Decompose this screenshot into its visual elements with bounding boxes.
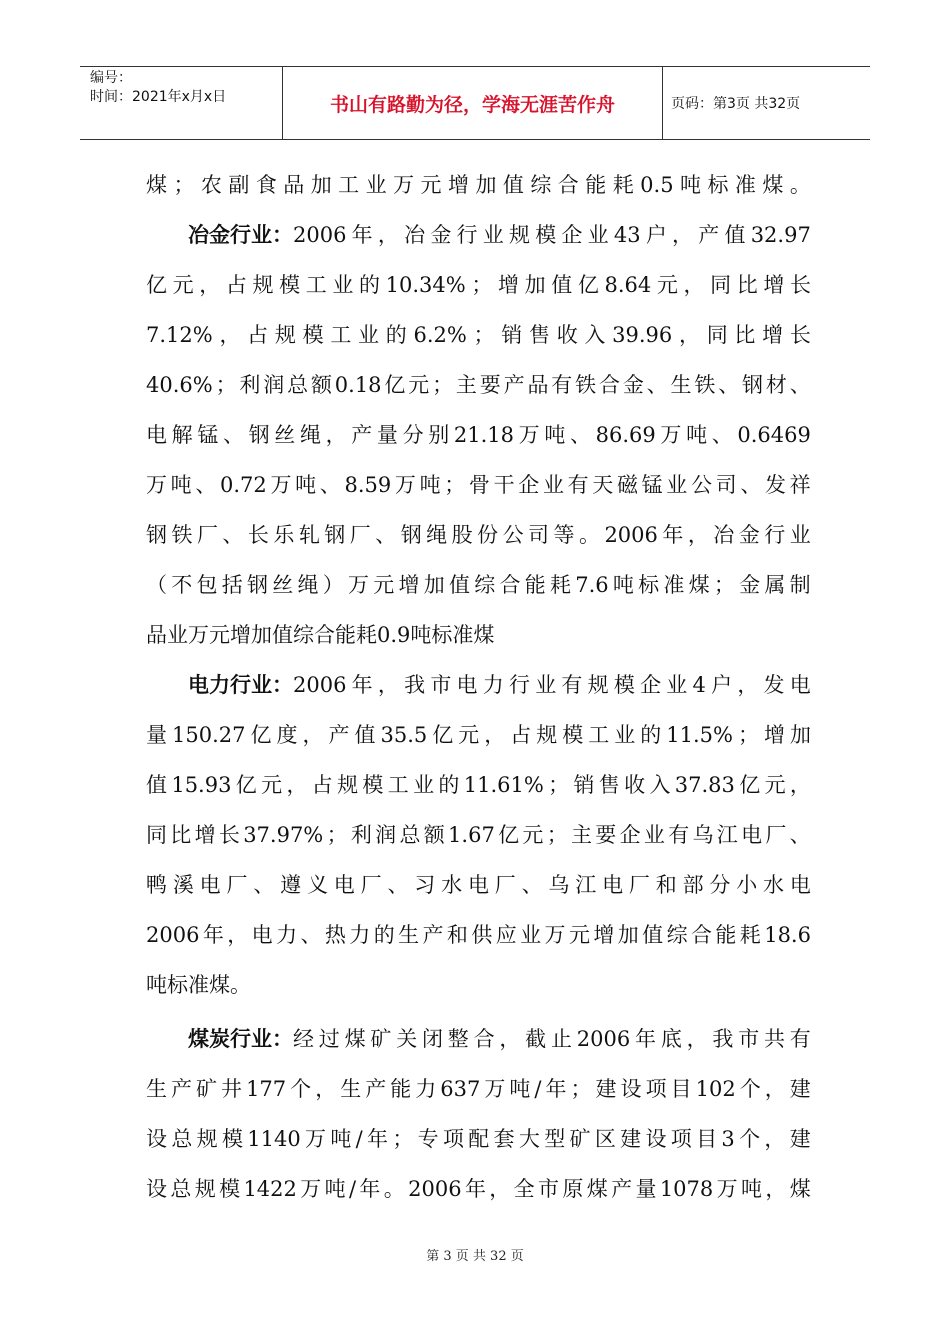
paragraph-line: 同 比 增 长 37.97% ； 利 润 总 额 1.67 亿 元 ； 主 要 企 业 有 乌 江 电 厂 、 xyxy=(146,823,811,847)
paragraph-line: 钢 铁 厂 、 长 乐 轧 钢 厂 、 钢 绳 股 份 公 司 等 。 2006 年 ， 冶 金 行 业 xyxy=(146,523,811,547)
paragraph-line: 值 15.93 亿 元 ， 占 规 模 工 业 的 11.61% ； 销 售 收 入 37.83 亿 元 ， xyxy=(146,773,811,797)
paragraph-line: （ 不 包 括 钢 丝 绳 ） 万 元 增 加 值 综 合 能 耗 7.6 吨 标 准 煤 ； 金 属 制 xyxy=(146,573,811,597)
paragraph-line: 煤 ； 农 副 食 品 加 工 业 万 元 增 加 值 综 合 能 耗 0.5 吨 标 准 煤 。 xyxy=(146,173,811,197)
paragraph-line: 吨标准煤。 xyxy=(146,973,251,997)
header-meta xyxy=(80,67,283,139)
paragraph-line-text: 2006 年 ， 冶 金 行 业 规 模 企 业 43 户 ， 产 值 32.97 xyxy=(293,223,811,247)
page-header xyxy=(80,66,870,140)
paragraph-line-text: 2006 年 ， 我 市 电 力 行 业 有 规 模 企 业 4 户 ， 发 电 xyxy=(293,673,811,697)
section-heading-metallurgy: 冶金行业： xyxy=(188,223,293,247)
paragraph-line: 鸭 溪 电 厂 、 遵 义 电 厂 、 习 水 电 厂 、 乌 江 电 厂 和 部 分 小 水 电 xyxy=(146,873,811,897)
paragraph-line: 40.6% ； 利 润 总 额 0.18 亿 元 ； 主 要 产 品 有 铁 合 金 、 生 铁 、 钢 材 、 xyxy=(146,373,811,397)
document-body xyxy=(146,160,811,1214)
paragraph-line: 品业万元增加值综合能耗0.9吨标准煤 xyxy=(146,623,495,647)
paragraph-line-text: 经 过 煤 矿 关 闭 整 合 ， 截 止 2006 年 底 ， 我 市 共 有 xyxy=(293,1027,811,1051)
paragraph-line-power xyxy=(146,660,811,710)
paragraph-line: 量 150.27 亿 度 ， 产 值 35.5 亿 元 ， 占 规 模 工 业 的 11.5% ； 增 加 xyxy=(146,723,811,747)
paragraph-line: 亿 元 ， 占 规 模 工 业 的 10.34% ； 增 加 值 亿 8.64 元 ， 同 比 增 长 xyxy=(146,273,811,297)
section-heading-coal: 煤炭行业： xyxy=(188,1027,293,1051)
header-motto: 书山有路勤为径，学海无涯苦作舟 xyxy=(283,67,663,139)
page-footer: 第 3 页 共 32 页 xyxy=(426,1249,524,1264)
paragraph-line: 设 总 规 模 1140 万 吨 / 年 ； 专 项 配 套 大 型 矿 区 建 设 项 目 3 个 ， 建 xyxy=(146,1127,811,1151)
paragraph-line-coal xyxy=(146,1014,811,1064)
section-heading-power: 电力行业： xyxy=(188,673,293,697)
header-number-label: 编号： xyxy=(90,70,132,86)
header-page-label: 页码：第3页 共32页 xyxy=(671,96,801,112)
paragraph-line: 7.12% ， 占 规 模 工 业 的 6.2% ； 销 售 收 入 39.96 ， 同 比 增 长 xyxy=(146,323,811,347)
paragraph-line: 生 产 矿 井 177 个 ， 生 产 能 力 637 万 吨 / 年 ； 建 设 项 目 102 个 ， 建 xyxy=(146,1077,811,1101)
paragraph-line: 电 解 锰 、 钢 丝 绳 ， 产 量 分 别 21.18 万 吨 、 86.69 万 吨 、 0.6469 xyxy=(146,423,811,447)
paragraph-line: 设 总 规 模 1422 万 吨 / 年 。 2006 年 ， 全 市 原 煤 产 量 1078 万 吨 ， 煤 xyxy=(146,1177,811,1201)
paragraph-line: 2006 年 ， 电 力 、 热 力 的 生 产 和 供 应 业 万 元 增 加 值 综 合 能 耗 18.6 xyxy=(146,923,811,947)
paragraph-line: 万 吨 、 0.72 万 吨 、 8.59 万 吨 ； 骨 干 企 业 有 天 磁 锰 业 公 司 、 发 祥 xyxy=(146,473,811,497)
paragraph-line-metallurgy xyxy=(146,210,811,260)
header-time-label: 时间：2021年x月x日 xyxy=(90,89,227,105)
